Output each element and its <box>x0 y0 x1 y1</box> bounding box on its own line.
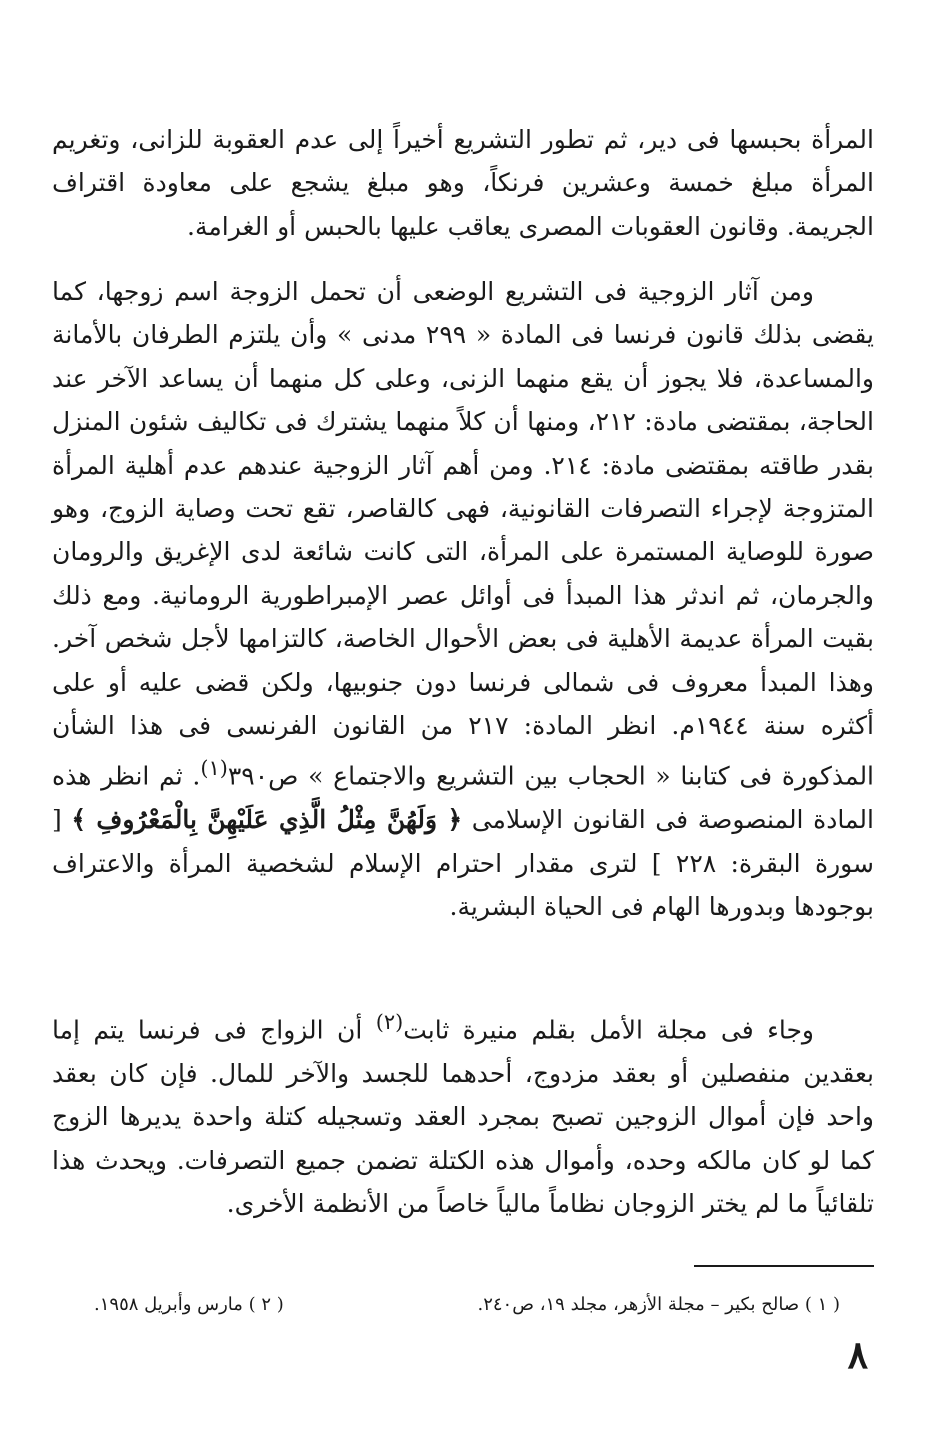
footnote-ref-2: (٢) <box>375 1010 404 1034</box>
body-text-top <box>52 118 874 248</box>
paragraph-text-cont: أن الزواج فى فرنسا يتم إما بعقدين منفصلين أو بعقد مزدوج، أحدهما للجسد والآخر للمال. فإن كان بعقد واحد فإن أموال الزوجين تصبح بمجرد العقد وتسجيله كتلة واحدة يديرها الزوج كما لو كان مالكه وحده، وأموال هذه الكتلة تضمن جميع التصرفات. ويحدث هذا تلقائياً ما لم يختر الزوجان نظاماً مالياً خاصاً من الأنظمة الأخرى. <box>52 1015 874 1218</box>
paragraph-text: ومن آثار الزوجية فى التشريع الوضعى أن تحمل الزوجة اسم زوجها، كما يقضى بذلك قانون فرنسا فى المادة « ٢٩٩ مدنى » وأن يلتزم الطرفان بالأمانة والمساعدة، فلا يجوز أن يقع منهما الزنى، وعلى كل منهما أن يساعد الآخر عند الحاجة، بمقتضى مادة: ٢١٢، ومنها أن كلاً منهما يشترك فى تكاليف شئون المنزل بقدر طاقته بمقتضى مادة: ٢١٤. ومن أهم آثار الزوجية عندهم عدم أهلية المرأة المتزوجة لإجراء التصرفات القانونية، فهى كالقاصر، تقع تحت وصاية الزوج، وهو صورة للوصاية المستمرة على المرأة، التى كانت شائعة لدى الإغريق والرومان والجرمان، ثم اندثر هذا المبدأ فى أوائل عصر الإمبراطورية الرومانية. ومع ذلك بقيت المرأة عديمة الأهلية فى بعض الأحوال الخاصة، كالتزامها لأجل شخص آخر. وهذا المبدأ معروف فى شمالى فرنسا دون جنوبيها، ولكن قضى عليه أو على أكثره سنة ١٩٤٤م. انظر المادة: ٢١٧ من القانون الفرنسى فى هذا الشأن المذكورة فى كتابنا « الحجاب بين التشريع والاجتماع » ص٣٩٠ <box>52 277 875 791</box>
body-text-middle <box>52 270 874 928</box>
footnote-1: ( ١ ) صالح بكير – مجلة الأزهر، مجلد ١٩، ص٢٤٠. <box>477 1294 840 1315</box>
body-text-bottom <box>52 1001 874 1225</box>
paragraph-continued: المرأة بحبسها فى دير، ثم تطور التشريع أخيراً إلى عدم العقوبة للزانى، وتغريم المرأة مبلغ خمسة وعشرين فرنكاً، وهو مبلغ يشجع على معاودة اقتراف الجريمة. وقانون العقوبات المصرى يعاقب عليها بالحبس أو الغرامة. <box>52 125 874 241</box>
page-number: ٨ <box>847 1332 868 1377</box>
footnote-ref-1: (١) <box>200 756 228 781</box>
paragraph-text: وجاء فى مجلة الأمل بقلم منيرة ثابت <box>403 1015 814 1045</box>
footnote-2: ( ٢ ) مارس وأبريل ١٩٥٨. <box>94 1294 284 1315</box>
footnotes <box>94 1287 840 1323</box>
paragraph-text-cont: . ثم انظر هذه المادة المنصوصة فى القانون الإسلامى <box>52 761 874 835</box>
paragraph-france-marriage <box>52 1001 874 1225</box>
paragraph-marital-effects <box>52 270 874 928</box>
footnote-divider <box>694 1265 874 1267</box>
paragraph-text-end: [ سورة البقرة: ٢٢٨ ] لترى مقدار احترام الإسلام لشخصية المرأة والاعتراف بوجودها وبدورها الهام فى الحياة البشرية. <box>52 805 875 922</box>
quran-verse: ﴿ وَلَهُنَّ مِثْلُ الَّذِي عَلَيْهِنَّ بِالْمَعْرُوفِ ﴾ <box>71 805 463 835</box>
